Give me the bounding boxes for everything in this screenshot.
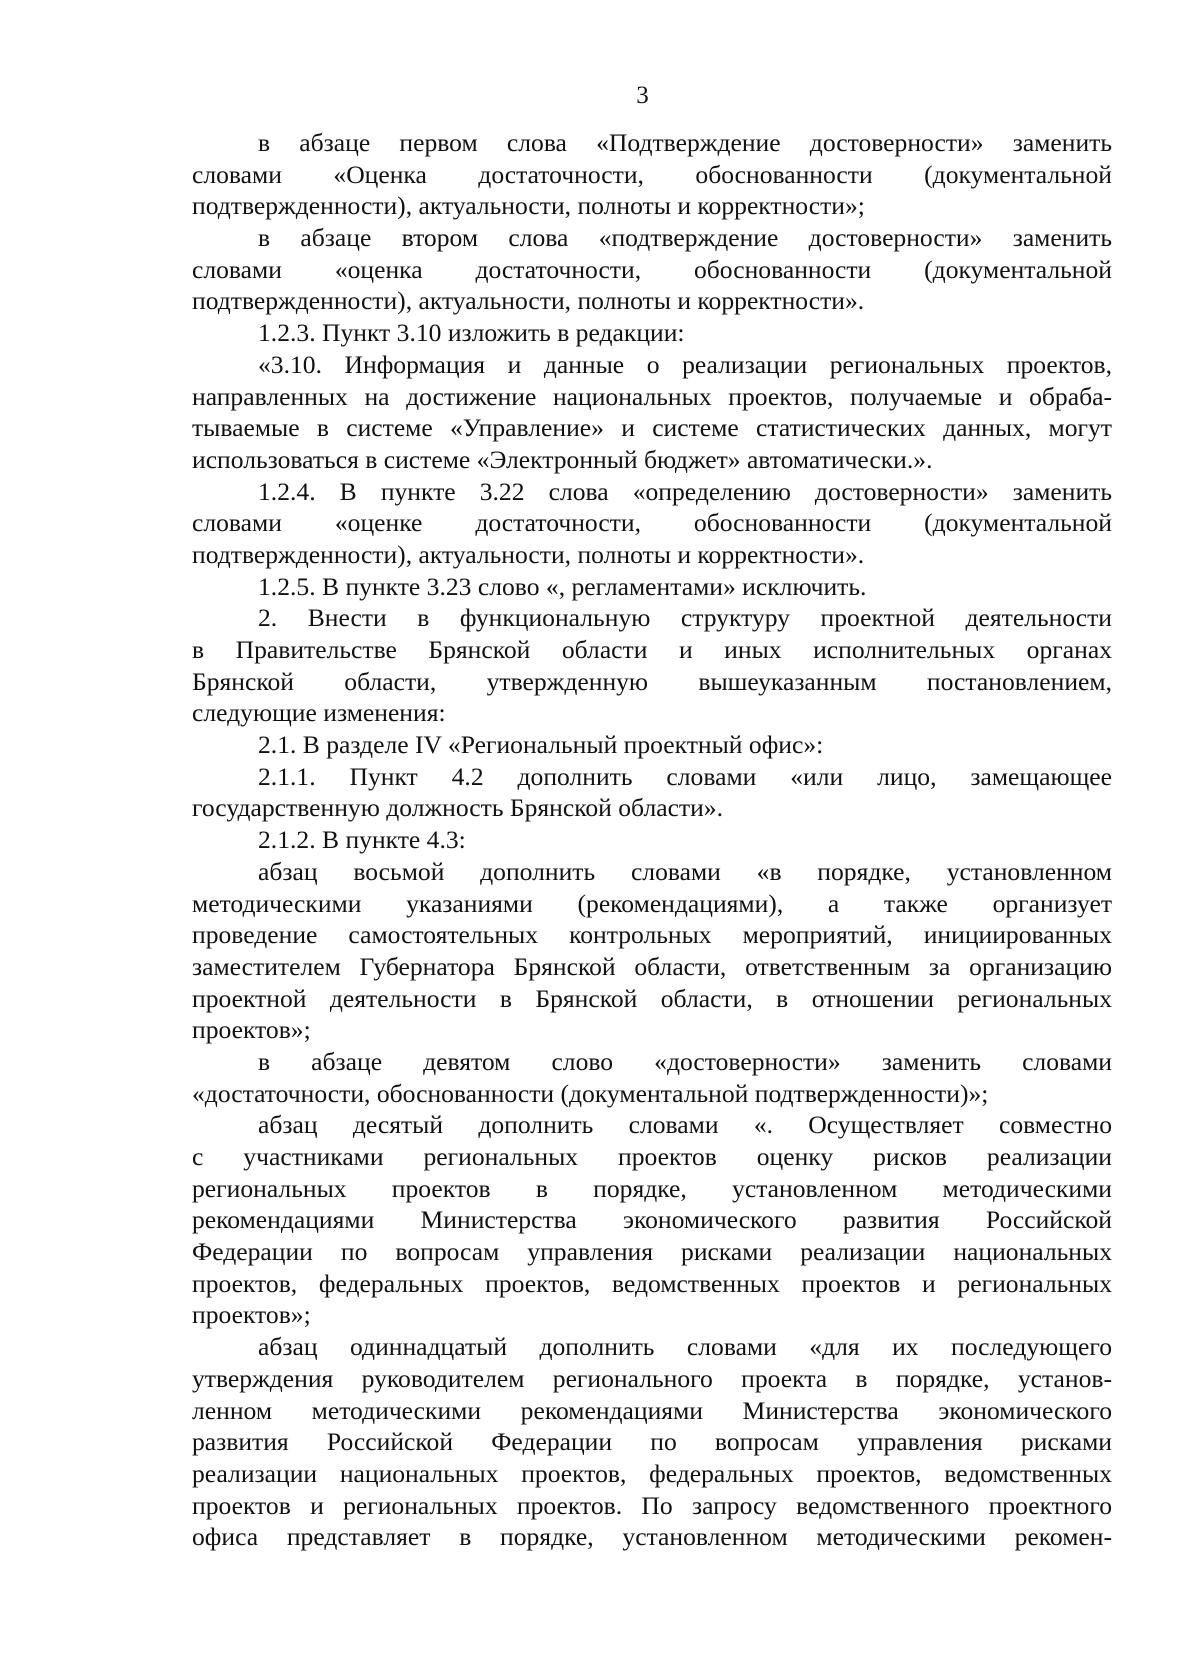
text-line: проектов»; bbox=[192, 1015, 311, 1045]
document-body bbox=[192, 127, 1112, 1553]
text-line: 2.1.2. В пункте 4.3: bbox=[258, 825, 466, 855]
text-line: 2.1. В разделе IV «Региональный проектный офис»: bbox=[258, 730, 824, 760]
text-line: словами «Оценка достаточности, обоснованности (документальной bbox=[192, 159, 1112, 189]
text-line: 1.2.3. Пункт 3.10 изложить в редакции: bbox=[258, 318, 685, 348]
text-line: в абзаце втором слова «подтверждение достоверности» заменить bbox=[258, 223, 1112, 253]
text-line: развития Российской Федерации по вопросам управления рисками bbox=[192, 1427, 1112, 1457]
text-line: проектов»; bbox=[192, 1300, 311, 1330]
text-line: в абзаце первом слова «Подтверждение достоверности» заменить bbox=[258, 128, 1112, 157]
text-line: утверждения руководителем регионального проекта в порядке, установ- bbox=[192, 1363, 1112, 1393]
text-line: методическими указаниями (рекомендациями), а также организует bbox=[192, 888, 1112, 918]
text-line: абзац одиннадцатый дополнить словами «для их последующего bbox=[258, 1332, 1112, 1362]
text-line: следующие изменения: bbox=[192, 698, 446, 728]
text-line: 1.2.4. В пункте 3.22 слова «определению достоверности» заменить bbox=[258, 476, 1112, 506]
text-line: Брянской области, утвержденную вышеуказанным постановлением, bbox=[192, 666, 1112, 696]
text-line: абзац десятый дополнить словами «. Осуществляет совместно bbox=[258, 1110, 1112, 1140]
text-line: проектов и региональных проектов. По запросу ведомственного проектного bbox=[192, 1490, 1112, 1520]
text-line: в абзаце девятом слово «достоверности» заменить словами bbox=[258, 1046, 1112, 1076]
page-number: 3 bbox=[636, 82, 649, 109]
text-line: проектов, федеральных проектов, ведомственных проектов и региональных bbox=[192, 1268, 1112, 1298]
text-line: тываемые в системе «Управление» и системе статистических данных, могут bbox=[192, 413, 1112, 443]
text-line: ленном методическими рекомендациями Министерства экономического bbox=[192, 1395, 1112, 1425]
text-line: направленных на достижение национальных проектов, получаемые и обраба- bbox=[192, 381, 1112, 411]
text-line: государственную должность Брянской области». bbox=[192, 793, 724, 823]
text-line: реализации национальных проектов, федеральных проектов, ведомственных bbox=[192, 1458, 1112, 1488]
text-line: 1.2.5. В пункте 3.23 слово «, регламентами» исключить. bbox=[258, 571, 867, 601]
text-line: подтвержденности), актуальности, полноты и корректности». bbox=[192, 286, 865, 316]
text-line: «3.10. Информация и данные о реализации региональных проектов, bbox=[258, 349, 1112, 379]
text-line: Федерации по вопросам управления рисками реализации национальных bbox=[192, 1237, 1112, 1267]
text-line: абзац восьмой дополнить словами «в порядке, установленном bbox=[258, 856, 1112, 886]
text-line: 2.1.1. Пункт 4.2 дополнить словами «или лицо, замещающее bbox=[258, 761, 1112, 791]
text-line: проектной деятельности в Брянской области, в отношении региональных bbox=[192, 983, 1112, 1013]
text-line: подтвержденности), актуальности, полноты и корректности». bbox=[192, 539, 865, 569]
text-line: 2. Внести в функциональную структуру проектной деятельности bbox=[258, 603, 1112, 633]
text-line: проведение самостоятельных контрольных мероприятий, инициированных bbox=[192, 920, 1112, 950]
text-line: офиса представляет в порядке, установленном методическими рекомен- bbox=[192, 1522, 1112, 1552]
text-line: словами «оценка достаточности, обоснованности (документальной bbox=[192, 254, 1112, 284]
text-line: региональных проектов в порядке, установленном методическими bbox=[192, 1173, 1112, 1203]
text-line: с участниками региональных проектов оценку рисков реализации bbox=[192, 1142, 1112, 1171]
text-line: использоваться в системе «Электронный бюджет» автоматически.». bbox=[192, 444, 933, 474]
text-line: «достаточности, обоснованности (документальной подтвержденности)»; bbox=[192, 1078, 989, 1108]
text-line: подтвержденности), актуальности, полноты и корректности»; bbox=[192, 191, 865, 221]
text-line: словами «оценке достаточности, обоснованности (документальной bbox=[192, 508, 1112, 538]
text-line: в Правительстве Брянской области и иных исполнительных органах bbox=[192, 635, 1112, 664]
text-line: рекомендациями Министерства экономического развития Российской bbox=[192, 1205, 1112, 1235]
text-line: заместителем Губернатора Брянской области, ответственным за организацию bbox=[192, 951, 1112, 981]
